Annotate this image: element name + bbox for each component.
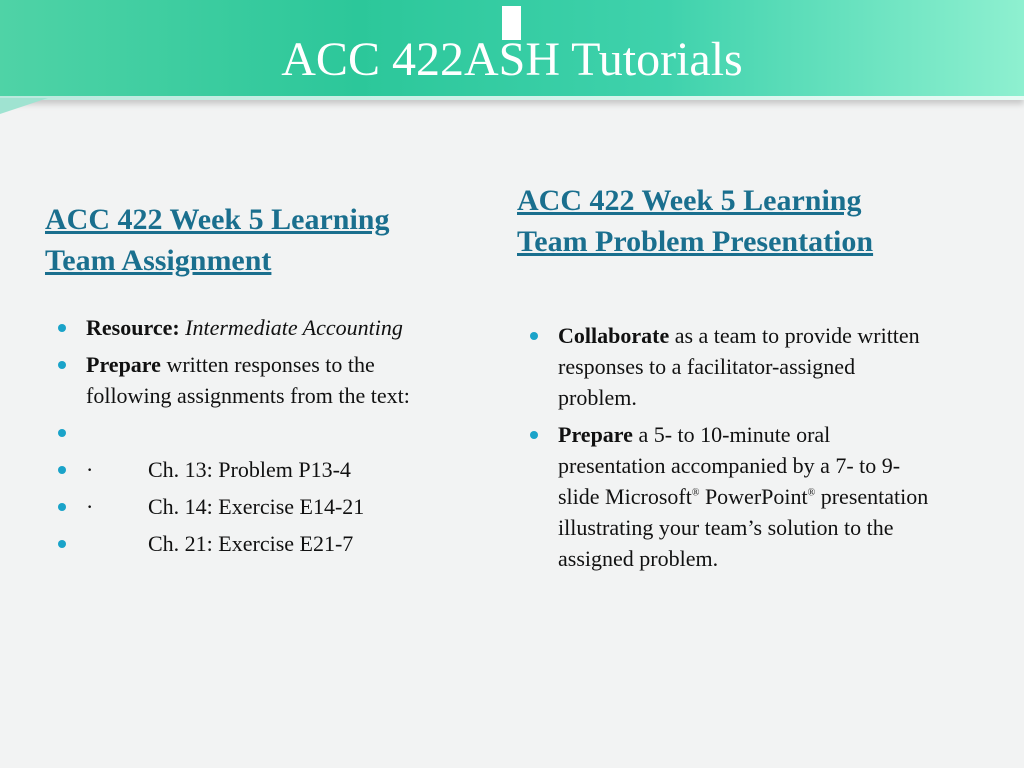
title-bar-edge — [0, 96, 1024, 100]
sub-marker: · — [86, 494, 94, 519]
list-item — [58, 454, 458, 485]
bullet-icon — [58, 324, 66, 332]
left-column-heading[interactable]: ACC 422 Week 5 Learning Team Assignment — [45, 203, 390, 277]
left-bullet-list — [58, 312, 458, 565]
assignment-ch21: Ch. 21: Exercise E21-7 — [148, 531, 354, 556]
bullet-icon — [58, 466, 66, 474]
right-bullet-list — [530, 320, 930, 580]
bullet-icon — [58, 503, 66, 511]
registered-mark: ® — [691, 487, 700, 499]
resource-label: Resource: — [86, 315, 180, 340]
bullet-icon — [530, 332, 538, 340]
right-column-heading[interactable]: ACC 422 Week 5 Learning Team Problem Presentation — [517, 184, 874, 258]
prepare-text-1: a 5- to 10-minute oral presentation accompanied by a 7- to 9-slide Microsoft — [558, 422, 901, 509]
list-item — [58, 312, 458, 343]
list-item-empty — [58, 417, 458, 448]
bullet-icon — [530, 431, 538, 439]
collaborate-text: as a team to provide written responses to a facilitator-assigned problem. — [558, 323, 920, 410]
registered-mark: ® — [807, 487, 816, 499]
slide-title: ACC 422ASH Tutorials — [281, 33, 743, 86]
prepare-label: Prepare — [86, 352, 161, 377]
assignment-ch14: Ch. 14: Exercise E14-21 — [148, 494, 365, 519]
bullet-icon — [58, 540, 66, 548]
bullet-icon — [58, 429, 66, 437]
list-item — [530, 419, 930, 574]
collaborate-label: Collaborate — [558, 323, 670, 348]
sub-marker: · — [86, 457, 94, 482]
list-item — [58, 491, 458, 522]
bullet-icon — [58, 361, 66, 369]
list-item — [530, 320, 930, 413]
prepare-label: Prepare — [558, 422, 633, 447]
assignment-ch13: Ch. 13: Problem P13-4 — [148, 457, 351, 482]
resource-value: Intermediate Accounting — [185, 315, 403, 340]
list-item — [58, 349, 458, 411]
prepare-text: written responses to the following assignments from the text: — [86, 352, 410, 408]
list-item — [58, 528, 458, 559]
prepare-text-2: PowerPoint — [704, 484, 808, 509]
prepare-text-3: presentation illustrating your team’s solution to the assigned problem. — [558, 484, 929, 571]
title-swoosh — [0, 98, 48, 114]
